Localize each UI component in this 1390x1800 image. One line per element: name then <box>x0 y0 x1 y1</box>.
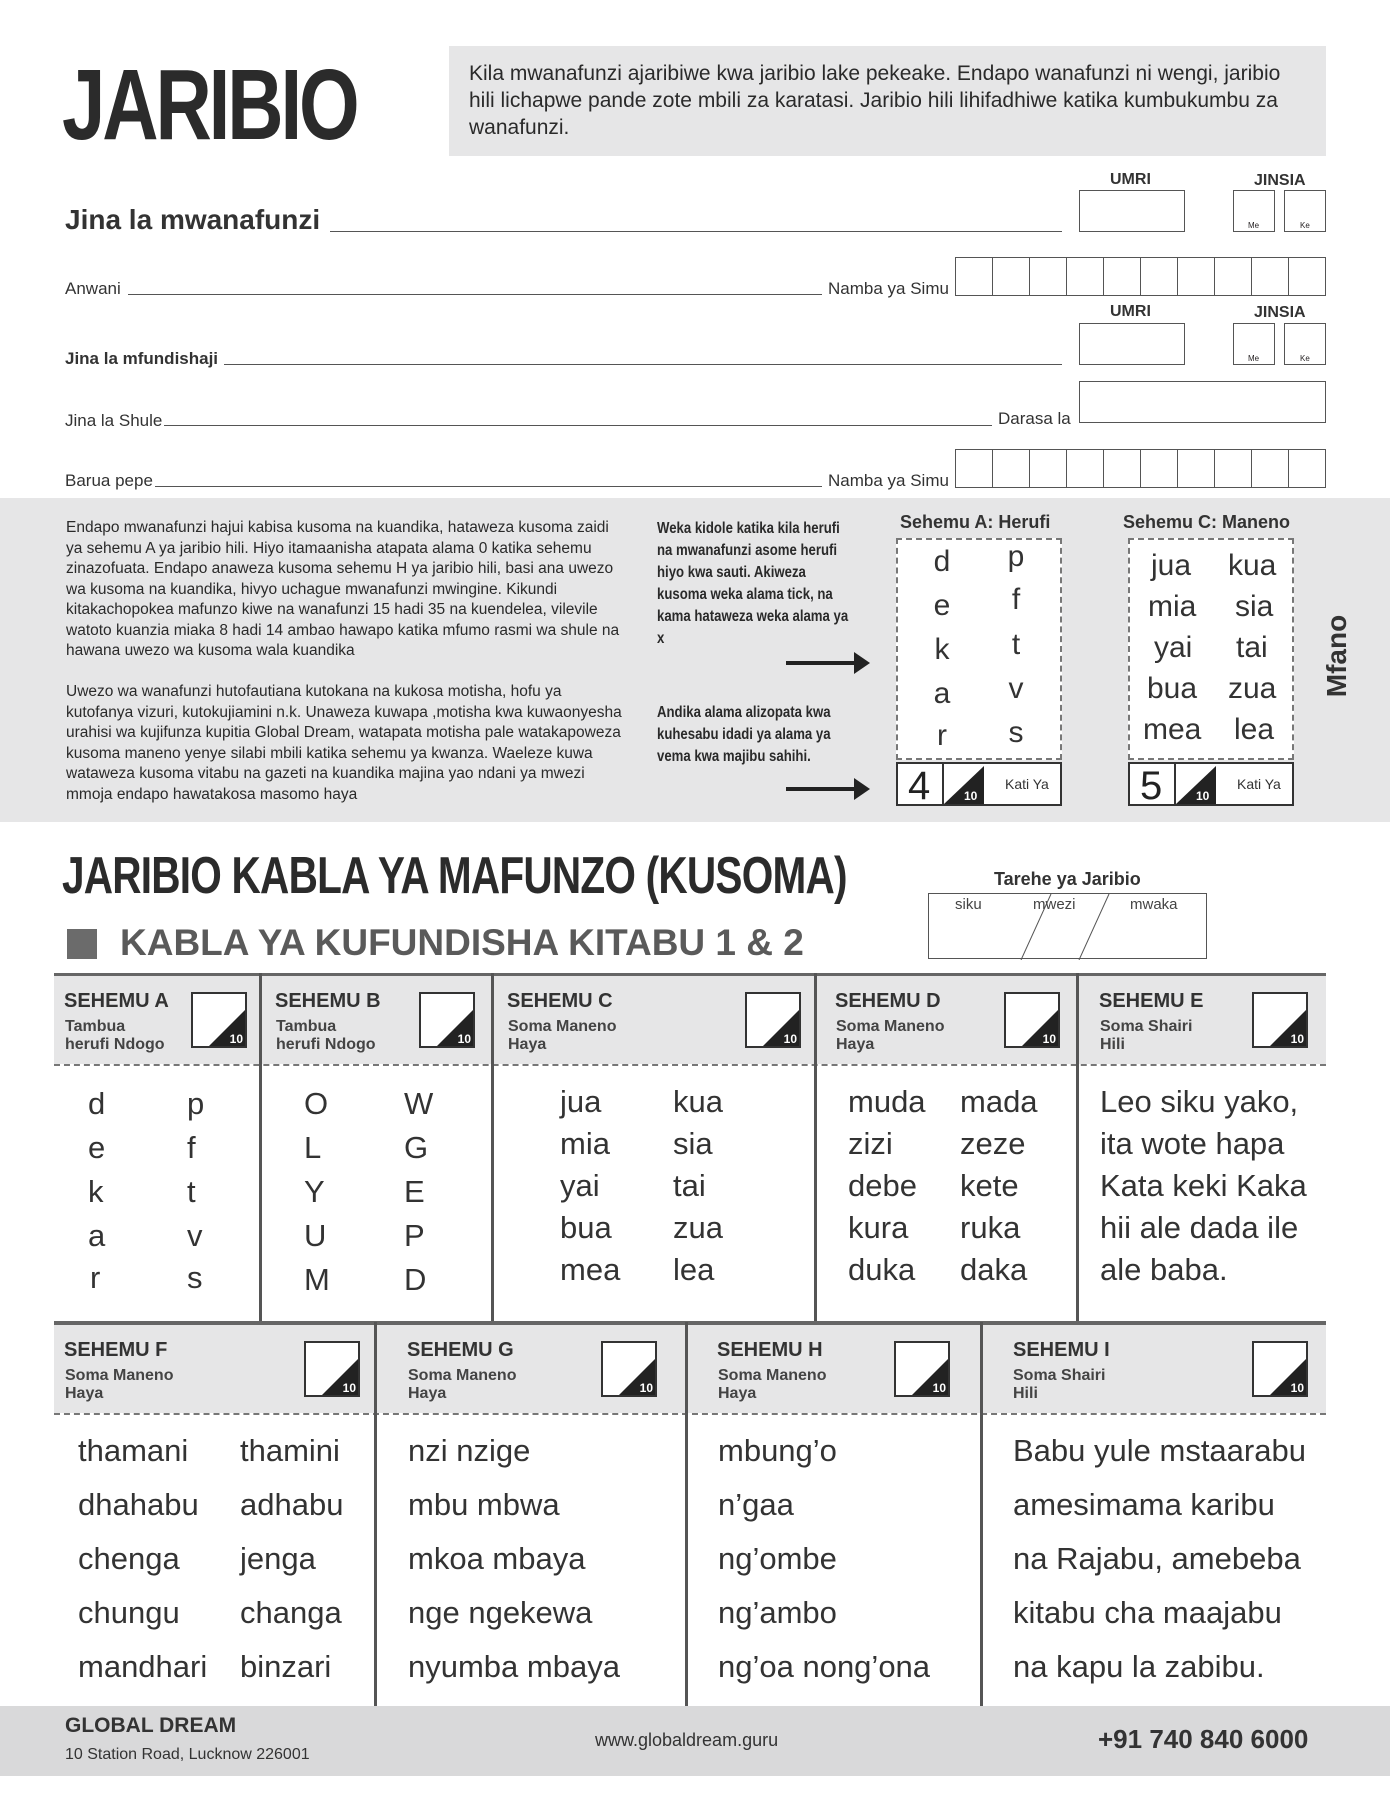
footer-company: GLOBAL DREAM <box>65 1714 237 1737</box>
section-b-letter: L <box>304 1130 322 1165</box>
footer-phone: +91 740 840 6000 <box>1098 1724 1309 1754</box>
section-f-word: chenga <box>78 1541 180 1576</box>
section-g-line: mkoa mbaya <box>408 1541 586 1576</box>
section-d-word: debe <box>848 1168 917 1203</box>
section-h-line: mbung’o <box>718 1433 837 1468</box>
example-letter: v <box>1008 672 1024 705</box>
month-label: mwezi <box>1033 896 1076 913</box>
section-c-subtitle: Soma Maneno Haya <box>508 1018 617 1053</box>
gender-label: JINSIA <box>1254 172 1306 189</box>
score-value: 4 <box>908 764 931 808</box>
instruction-paragraph-2: Uwezo wa wanafunzi hutofautiana kutokana na kukosa motisha, hofu ya kutofanya vizuri, kutokujiamini n.k. Unaweza kuwapa ,motisha kwa kuwaonyesha urahisi wa kujifunza kupitia Global Dream, watapata motisha pale watakapoweza kusoma maneno yenye silabi mbili katika sehemu ya kwanza. Waeleze kuwa wataweza kusoma vitabu na gazeti na kuandika majina yao ndani ya mwezi mmoja endapo hawatakosa masomo haya <box>66 683 622 803</box>
section-b-score-box[interactable]: 10 <box>419 992 475 1048</box>
teacher-gender-label: JINSIA <box>1254 304 1306 321</box>
student-name-field[interactable] <box>330 231 1062 232</box>
example-letter: a <box>933 677 951 710</box>
row1-divider <box>259 973 262 1322</box>
example-letter: s <box>1008 716 1024 749</box>
section-a-letter: a <box>88 1218 106 1253</box>
section-e-line: Leo siku yako, <box>1100 1084 1299 1119</box>
footer-website[interactable]: www.globaldream.guru <box>595 1730 779 1750</box>
example-word: tai <box>1236 631 1268 664</box>
female-label: Ke <box>1300 221 1310 230</box>
score-value: 5 <box>1140 764 1163 808</box>
arrow-right-icon <box>786 661 856 665</box>
section-d-word: kete <box>960 1168 1019 1203</box>
score-of: 10 <box>1196 789 1210 803</box>
example-section-a-title: Sehemu A: Herufi <box>900 512 1051 532</box>
age-label: UMRI <box>1110 171 1151 188</box>
section-i-line: na kapu la zabibu. <box>1013 1649 1265 1684</box>
section-a-letter: p <box>187 1086 205 1121</box>
section-d-word: zeze <box>960 1126 1026 1161</box>
section-e-line: ita wote hapa <box>1100 1126 1285 1161</box>
example-letter: k <box>934 633 950 666</box>
section-a-letter: r <box>90 1260 101 1295</box>
section-c-word: lea <box>673 1252 715 1287</box>
footer <box>0 1706 1390 1776</box>
mfano-label: Mfano <box>1321 614 1352 698</box>
section-f-word: dhahabu <box>78 1487 199 1522</box>
section-h-line: n’gaa <box>718 1487 794 1522</box>
section-a-letter: s <box>187 1260 203 1295</box>
example-score-c <box>1128 762 1294 806</box>
example-letter: f <box>1011 583 1021 616</box>
section-i-line: na Rajabu, amebeba <box>1013 1541 1301 1576</box>
email-field[interactable] <box>155 486 822 487</box>
section-i-line: amesimama karibu <box>1013 1487 1275 1522</box>
year-label: mwaka <box>1130 896 1178 913</box>
row2-header-band <box>54 1325 1326 1413</box>
section-g-subtitle: Soma Maneno Haya <box>408 1367 517 1402</box>
section-g-line: nge ngekewa <box>408 1595 593 1630</box>
section-h-subtitle: Soma Maneno Haya <box>718 1367 827 1402</box>
square-bullet-icon <box>67 929 97 959</box>
school-name-label: Jina la Shule <box>65 411 163 430</box>
section-h-line: ng’ambo <box>718 1595 837 1630</box>
section-e-score-box[interactable]: 10 <box>1252 992 1308 1048</box>
example-word: mea <box>1143 713 1202 746</box>
section-i-line: kitabu cha maajabu <box>1013 1595 1282 1630</box>
section-b-letter: W <box>404 1086 434 1121</box>
section-d-word: zizi <box>848 1126 893 1161</box>
date-field[interactable] <box>928 893 1207 959</box>
class-field[interactable] <box>1079 381 1326 423</box>
example-letter: d <box>933 545 951 578</box>
instruction-paragraph-1: Endapo mwanafunzi hajui kabisa kusoma na kuandika, hataweza kusoma zaidi ya sehemu A ya jaribio hili. Hiyo itamaanisha atapata alama 0 katika sehemu zinazofuata. Endapo anaweza kusoma sehemu H ya jaribio hili, basi ana uwezo wa kusoma na kuandika, hivyo uchague mwanafunzi mwingine. Kikundi kitakachopokea mafunzo kiwe na wanafunzi 15 hadi 35 na kuendelea, vilevile watoto kuanzia miaka 8 hadi 14 ambao hawapo katika mfumo rasmi wa shule na hawana uwezo wa kusoma wala kuandika <box>66 519 620 659</box>
section-f-subtitle: Soma Maneno Haya <box>65 1367 174 1402</box>
phone2-label: Namba ya Simu <box>828 471 949 490</box>
email-label: Barua pepe <box>65 471 153 490</box>
section-c-word: zua <box>673 1210 723 1245</box>
section-f-word: chungu <box>78 1595 180 1630</box>
female-label: Ke <box>1300 354 1310 363</box>
teacher-name-field[interactable] <box>224 364 1062 365</box>
example-word: bua <box>1147 672 1198 705</box>
section-b-letter: G <box>404 1130 429 1165</box>
teacher-gender-female-box[interactable] <box>1284 323 1326 365</box>
row1-divider <box>491 973 494 1322</box>
section-b-letter: O <box>304 1086 329 1121</box>
section-i-title: SEHEMU I <box>1013 1339 1110 1361</box>
example-letter: e <box>933 589 951 622</box>
section-c-word: sia <box>673 1126 713 1161</box>
section-b-letter: P <box>404 1218 425 1253</box>
section-c-score-box[interactable]: 10 <box>745 992 801 1048</box>
section-e-line: hii ale dada ile <box>1100 1210 1299 1245</box>
section-g-score-box[interactable]: 10 <box>601 1341 657 1397</box>
section-f-word: thamini <box>240 1433 340 1468</box>
finger-instruction: Weka kidole katika kila herufi na mwanafunzi asome herufi hiyo kwa sauti. Akiweza kusoma weka alama tick, na kama hataweza weka alama ya x <box>657 520 849 647</box>
section-b-letter: U <box>304 1218 327 1253</box>
score-of: 10 <box>964 789 978 803</box>
section-b-subtitle: Tambua herufi Ndogo <box>276 1018 376 1053</box>
section-f-word: jenga <box>240 1541 316 1576</box>
test-title: JARIBIO KABLA YA MAFUNZO (KUSOMA) <box>62 847 847 905</box>
teacher-age-label: UMRI <box>1110 303 1151 320</box>
student-name-label: Jina la mwanafunzi <box>65 204 321 235</box>
example-word: jua <box>1151 549 1192 582</box>
section-h-title: SEHEMU H <box>717 1339 823 1361</box>
section-f-word: binzari <box>240 1649 332 1684</box>
row1-divider <box>1076 973 1079 1322</box>
example-word: lea <box>1234 713 1275 746</box>
section-c-word: tai <box>673 1168 706 1203</box>
age-field[interactable] <box>1079 190 1185 232</box>
example-score-a <box>896 762 1062 806</box>
section-a-letter: e <box>88 1130 106 1165</box>
example-word: yai <box>1154 631 1193 664</box>
section-f-title: SEHEMU F <box>64 1339 168 1361</box>
section-g-line: nzi nzige <box>408 1433 531 1468</box>
example-section-c-title: Sehemu C: Maneno <box>1123 512 1291 532</box>
section-a-title: SEHEMU A <box>64 990 169 1012</box>
example-word: mia <box>1148 590 1197 623</box>
section-a-letter: d <box>88 1086 106 1121</box>
section-f-word: mandhari <box>78 1649 208 1684</box>
class-label: Darasa la <box>998 409 1071 428</box>
section-e-line: Kata keki Kaka <box>1100 1168 1307 1203</box>
section-f-word: adhabu <box>240 1487 344 1522</box>
section-a-letter: f <box>187 1130 196 1165</box>
section-i-subtitle: Soma Shairi Hili <box>1013 1367 1106 1402</box>
section-c-word: kua <box>673 1084 723 1119</box>
row2-divider <box>374 1322 377 1706</box>
section-d-word: kura <box>848 1210 909 1245</box>
section-i-line: Babu yule mstaarabu <box>1013 1433 1306 1468</box>
section-c-word: mia <box>560 1126 610 1161</box>
test-subtitle: KABLA YA KUFUNDISHA KITABU 1 & 2 <box>120 922 804 963</box>
section-a-score-box[interactable]: 10 <box>191 992 247 1048</box>
section-e-line: ale baba. <box>1100 1252 1228 1287</box>
row2-divider <box>980 1322 983 1706</box>
section-b-letter: D <box>404 1262 427 1297</box>
section-d-word: mada <box>960 1084 1038 1119</box>
section-h-line: ng’ombe <box>718 1541 837 1576</box>
example-word: sia <box>1235 590 1274 623</box>
section-a-subtitle: Tambua herufi Ndogo <box>65 1018 165 1053</box>
row2-dashed-rule <box>54 1413 1326 1415</box>
section-d-word: ruka <box>960 1210 1021 1245</box>
teacher-age-field[interactable] <box>1079 323 1185 365</box>
section-d-word: daka <box>960 1252 1028 1287</box>
gender-female-box[interactable] <box>1284 190 1326 232</box>
section-c-word: bua <box>560 1210 612 1245</box>
school-name-field[interactable] <box>164 425 992 426</box>
page-title: JARIBIO <box>62 49 357 161</box>
arrow-right-icon <box>786 787 856 791</box>
section-c-title: SEHEMU C <box>507 990 613 1012</box>
section-d-title: SEHEMU D <box>835 990 941 1012</box>
section-a-letter: v <box>187 1218 203 1253</box>
section-e-title: SEHEMU E <box>1099 990 1204 1012</box>
footer-address: 10 Station Road, Lucknow 226001 <box>65 1746 310 1763</box>
section-d-word: duka <box>848 1252 916 1287</box>
teacher-gender-male-box[interactable] <box>1233 323 1275 365</box>
section-i-score-box[interactable]: 10 <box>1252 1341 1308 1397</box>
section-g-line: nyumba mbaya <box>408 1649 620 1684</box>
section-h-line: ng’oa nong’ona <box>718 1649 931 1684</box>
section-b-title: SEHEMU B <box>275 990 381 1012</box>
section-d-score-box[interactable]: 10 <box>1004 992 1060 1048</box>
address-label: Anwani <box>65 279 121 298</box>
phone-digit-boxes[interactable] <box>955 257 1326 296</box>
section-c-word: mea <box>560 1252 621 1287</box>
row2-divider <box>685 1322 688 1706</box>
example-letter: t <box>1011 628 1021 661</box>
section-g-line: mbu mbwa <box>408 1487 560 1522</box>
score-instruction: Andika alama alizopata kwa kuhesabu idadi ya alama ya vema kwa majibu sahihi. <box>657 704 831 765</box>
example-letters-box <box>896 538 1062 760</box>
section-f-word: thamani <box>78 1433 189 1468</box>
section-e-subtitle: Soma Shairi Hili <box>1100 1018 1193 1053</box>
row1-divider <box>814 973 817 1322</box>
section-b-letter: E <box>404 1174 425 1209</box>
example-letter: p <box>1007 540 1025 573</box>
section-g-title: SEHEMU G <box>407 1339 514 1361</box>
section-h-score-box[interactable]: 10 <box>894 1341 950 1397</box>
phone2-digit-boxes[interactable] <box>955 449 1326 488</box>
section-b-letter: Y <box>304 1174 325 1209</box>
section-b-letter: M <box>304 1262 330 1297</box>
phone-label: Namba ya Simu <box>828 279 949 298</box>
section-d-subtitle: Soma Maneno Haya <box>836 1018 945 1053</box>
day-label: siku <box>955 896 982 913</box>
section-f-word: changa <box>240 1595 342 1630</box>
address-field[interactable] <box>128 294 822 295</box>
section-a-letter: t <box>187 1174 196 1209</box>
section-f-score-box[interactable]: 10 <box>304 1341 360 1397</box>
example-word: zua <box>1228 672 1277 705</box>
section-d-word: muda <box>848 1084 926 1119</box>
row1-dashed-rule <box>54 1064 1326 1066</box>
kati-ya-label: Kati Ya <box>1005 776 1049 792</box>
gender-male-box[interactable] <box>1233 190 1275 232</box>
teacher-name-label: Jina la mfundishaji <box>65 349 219 368</box>
section-c-word: jua <box>560 1084 602 1119</box>
example-word: kua <box>1228 549 1277 582</box>
male-label: Me <box>1248 354 1260 363</box>
section-a-letter: k <box>88 1174 104 1209</box>
section-c-word: yai <box>560 1168 600 1203</box>
example-letter: r <box>937 719 947 752</box>
male-label: Me <box>1248 221 1260 230</box>
date-label: Tarehe ya Jaribio <box>994 869 1141 889</box>
instruction-note: Kila mwanafunzi ajaribiwe kwa jaribio lake pekeake. Endapo wanafunzi ni wengi, jaribio hili lichapwe pande zote mbili za karatasi. Jaribio hili lihifadhiwe katika kumbukumbu za wanafunzi. <box>449 46 1326 156</box>
kati-ya-label: Kati Ya <box>1237 776 1281 792</box>
